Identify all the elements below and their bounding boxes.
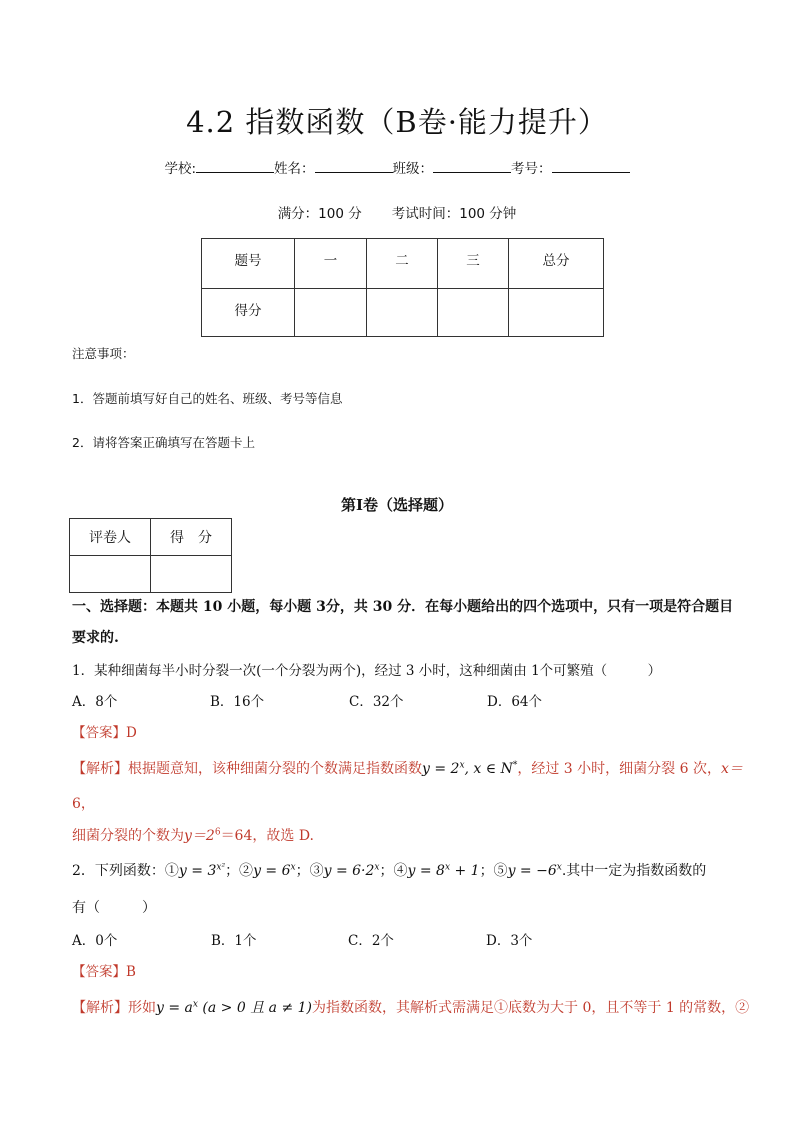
- analysis-text: 细菌分裂的个数为: [72, 828, 184, 844]
- question-1-analysis-end: [72, 825, 314, 845]
- question-1-analysis: [72, 758, 743, 778]
- analysis-tag: 【解析】: [72, 761, 128, 777]
- question-2-analysis: [72, 997, 749, 1017]
- score-cell[interactable]: [295, 289, 367, 337]
- grader-table: [69, 518, 232, 593]
- option-d[interactable]: D．3个: [486, 933, 533, 949]
- exam-meta: [0, 202, 794, 222]
- option-b[interactable]: B．1个: [211, 933, 257, 949]
- formula: $y = a^x$ (a > 0 且 a ≠ 1): [156, 999, 313, 1016]
- question-2-prefix: 2．下列函数：: [72, 863, 165, 879]
- full-score: 满分：100 分: [277, 206, 362, 222]
- answer-tag: 【答案】: [72, 964, 126, 980]
- analysis-exponent: 6: [214, 827, 221, 838]
- notes-heading: 注意事项：: [72, 346, 135, 361]
- school-label: 学校:: [164, 161, 197, 177]
- option-a[interactable]: A．0个: [72, 933, 118, 949]
- class-label: 班级：: [392, 161, 434, 177]
- examno-blank[interactable]: [552, 159, 630, 173]
- question-2-options: [72, 929, 532, 949]
- formula: $y = 2^x$, x ∈ N*: [422, 760, 518, 777]
- score-header-cell: 总分: [509, 239, 604, 289]
- name-blank[interactable]: [315, 159, 393, 173]
- exam-time: 考试时间：100 分钟: [391, 206, 517, 222]
- grader-score-label: 得 分: [151, 519, 232, 556]
- question-2-suffix: .其中一定为指数函数的: [561, 863, 707, 879]
- analysis-text: 根据题意知，该种细菌分裂的个数满足指数函数: [128, 761, 422, 777]
- question-2-stem-cont: 有（ ）: [72, 900, 156, 916]
- grader-cell[interactable]: [70, 556, 151, 593]
- note-item: 1．答题前填写好自己的姓名、班级、考号等信息: [72, 391, 343, 406]
- answer-tag: 【答案】: [72, 725, 126, 741]
- score-table-header-row: [202, 239, 604, 289]
- name-label: 姓名：: [274, 161, 315, 177]
- analysis-text: ＝64，故选 D.: [220, 828, 315, 844]
- analysis-text: ，经过 3 小时，细菌分裂 6 次，: [517, 761, 721, 777]
- option-d[interactable]: D．64个: [487, 694, 543, 710]
- grader-label: 评卷人: [70, 519, 151, 556]
- score-cell[interactable]: [367, 289, 438, 337]
- score-header-cell: 三: [438, 239, 509, 289]
- score-header-cell: 题号: [202, 239, 295, 289]
- examno-label: 考号：: [511, 161, 552, 177]
- score-row-label: 得分: [202, 289, 295, 337]
- part1-heading-cont: 要求的.: [72, 630, 119, 646]
- note-item: 2．请将答案正确填写在答题卡上: [72, 435, 255, 450]
- option-a[interactable]: A．8个: [72, 694, 118, 710]
- analysis-text: 为指数函数，其解析式需满足①底数为大于 0，且不等于 1 的常数，②: [312, 1000, 750, 1016]
- score-cell[interactable]: [509, 289, 604, 337]
- score-header-cell: 一: [295, 239, 367, 289]
- grader-input-row: [70, 556, 232, 593]
- option-c[interactable]: C．32个: [349, 694, 404, 710]
- option-b[interactable]: B．16个: [210, 694, 265, 710]
- question-1-stem: 1．某种细菌每半小时分裂一次(一个分裂为两个)，经过 3 小时，这种细菌由 1个可繁殖（ ）: [72, 663, 662, 679]
- formula-list: ①y = $3^{x^2}$；②y = $6^x$；③y = $6\cdot 2^x$；④y = $8^x + 1$；⑤y = $-6^x$: [164, 862, 562, 879]
- grader-header-row: [70, 519, 232, 556]
- class-blank[interactable]: [433, 159, 511, 173]
- question-2-answer: [72, 960, 136, 980]
- page-title: 4.2 指数函数（B卷·能力提升）: [186, 105, 608, 139]
- analysis-tag: 【解析】: [72, 1000, 128, 1016]
- question-1-options: [72, 690, 542, 710]
- score-cell[interactable]: [438, 289, 509, 337]
- analysis-text: x＝: [720, 761, 743, 777]
- question-1-answer: [72, 721, 137, 741]
- answer-value: B: [126, 964, 136, 980]
- analysis-text: y＝2: [184, 828, 215, 844]
- answer-value: D: [126, 725, 137, 741]
- question-2-stem: [72, 860, 706, 880]
- score-table-score-row: [202, 289, 604, 337]
- score-table: [201, 238, 604, 337]
- part1-heading: 一、选择题：本题共 10 小题，每小题 3分，共 30 分．在每小题给出的四个选项中，只有一项是符合题目: [72, 599, 734, 615]
- score-header-cell: 二: [367, 239, 438, 289]
- student-info-line: [0, 157, 794, 177]
- option-c[interactable]: C．2个: [348, 933, 394, 949]
- grader-cell[interactable]: [151, 556, 232, 593]
- analysis-text: 形如: [128, 1000, 156, 1016]
- question-1-analysis-cont: 6，: [72, 796, 95, 812]
- section-title: 第I卷（选择题）: [340, 496, 454, 514]
- school-blank[interactable]: [196, 159, 274, 173]
